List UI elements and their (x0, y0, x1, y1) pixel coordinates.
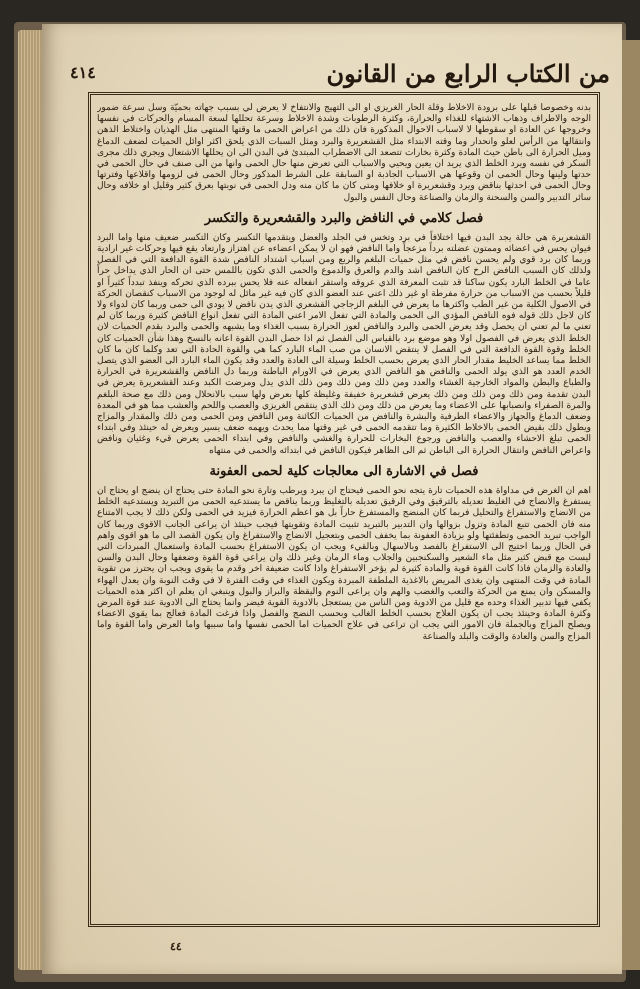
section-heading-treatment: فصل في الاشارة الى معالجات كلية لحمى العفونة (209, 463, 479, 479)
page-number: ٤١٤ (70, 63, 96, 82)
page-edges (18, 30, 44, 970)
paragraph-intro: بدنه وخصوصاً قبلها على برودة الاخلاط وقلة الحار الغريزي او الى التهيج والانتفاخ لا يعرض لي بسبب جهاته بحميّة وسل سرعة ضمور الوجه والاطراف وذهاب الاشتهاء للغذاء والحرارة، وكثرة الرطوبات وشدة الاخلاط وسرعة تحللها لسعة المسام والحركات في نفسها وخروجها عن العادة او سقوطها لا لاسباب الاحوال المذكورة فان ذلك من اعراض الحمى ما وقتها المنتهى مثل الهذيان واختلاط الذهن وانتقالها من الرأس لعلو وانحدار وما وقته الابتداء مثل القشعريرة والبرد ومثل السبات الذي يلحق اكثر اوائل الحميات لضعف الدماغ وميل الحرارة الى باطن حيث المادة وكثرة بخارات تتصعد الى الاضطراب المبتدئ في البدن الى ان يحللها الاشتعال ويجري ذلك مجرى السكر في نفسه ويرد الخلط الذي يريد ان يعين ويحيي والاسباب التي تعرض منها حال الحمى وانها من الى صنف في حال الحمى في حدتها ولينها وحال الحمى ان وقوعها هي الاسباب الجاذبة او السابقة على الشرط المذكور وحال الحمى في لزومها واقلاعها وفترتها وحال الحمى في احدثها بناقض ويرد وقشعريرة او خلافها ومتى كان ما كان منه ودل الحمى في نوبتها بعرق كثير وقليل او خلافه وحال سائر التدبير والسن والسحنة والزمان والصناعة وحال النفس والبول (97, 103, 591, 203)
facing-page-edge (622, 40, 640, 970)
paragraph-treatment: اهم ان الغرض في مداواة هذه الحميات تارة يتجه نحو الحمى فيحتاج ان يبرد ويرطب وتارة نحو المادة حتى يحتاج ان ينضج او يحتاج ان يستفرغ والانضاج في الغليظ تعديله بالترقيق وفي الرقيق تعديله بالتغليظ وربما يناقض ما يستدعيه الحمى من التبريد ويستدعيه الخلط من الانضاج والاستفراغ والتحليل فربما كان المنضج والمستفرغ حاراً بل هو اعظم الحرارة فيزيد في الحمى ولكن ذلك لا يجب الامتناع منه فان الحمى تتبع المادة وتزول بزوالها وان التدبير بالتبريد تثبيت المادة وتقويتها فيجب حينئذ ان يراعى الجانب الاقوى وربما كان الواجب تبريد الحمى وتطفئتها ولو بزيادة العفونة بما يخفف الحمى وبتعجيل الانضاج والاستفراغ وان يكون القصد الى ما هو اقوى واهم في الحال وربما احتيج الى الاستفراغ بالفصد وبالاسهال وبالقيء ويجب ان يكون الاستفراغ بحسب المادة واستعمال المبردات التي ليست مع قبض كثير مثل ماء الشعير والسكنجبين والجلاب وماء الرمان وغير ذلك وان يراعي قوة القوة وضعفها وحال البدن والسن والعادة والزمان فاذا كانت القوة قوية والمادة كثيرة لم يؤخر الاستفراغ واذا كانت ضعيفة اخر وقدم ما يقوي ويجب ان يحترز من تقوية المادة في وقت المنتهى وان يغذى المريض بالاغذية الملطفة المبردة ويكون الغذاء في وقت الفترة لا في وقت النوبة وان يعدل الهواء والمسكن وان يمنع من الحركة والتعب والغضب والهم وان يراعى النوم واليقظة والبراز والبول وينبغي ان يعلم ان اكثر هذه الحميات يكفي فيها تدبير الغذاء وحده مع قليل من الادوية ومن الناس من يستعجل بالادوية القوية فيضر وانما يحتاج الى الادوية عند قوة المرض وكثرة المادة وحينئذ يجب ان يكون العلاج بحسب الخلط الغالب وبحسب النضج والفصل واذا فرغت المادة فعالج بما يقوي الاعضاء ويصلح المزاج وبالجملة فان الامور التي يجب ان تراعى في علاج الحميات اما الحمى نفسها واما سببها واما العرض واما القوة واما المزاج والسن والعادة والوقت والبلد والصناعة (97, 485, 591, 642)
running-title: من الكتاب الرابع من القانون (326, 59, 610, 88)
page-header (70, 44, 610, 88)
text-block (97, 103, 591, 918)
text-frame (88, 92, 600, 927)
paragraph-chills: القشعريرة هي حالة يجد البدن فيها اختلافاً في برد وتخس في الجلد والعضل ويتقدمها التكسر وكان التكسر ضعيف منها واما البرد فيوان يحس في اعضائه وممتون عضلته برداً مزعجاً واما النافض فهو ان لا يمكن اعضاءه عن اهتزاز وارتعاد يقع فيها وحركات غير ارادية وربما كان برد قوي ولم يحسن نافض في مثل حميات البلغم والربع ومن اسباب اشتداد النافض شدة القوة الدافعة التي في الفصل ولذلك كان السبب النافض الرخ كان النافض اشد والدم والعرق والدموع والحمى الذي تكون باللمس حتى ان الحار الذي يداخل حراً عاما في الخلط البارد يكون ساكنا قد تثبت المعرفة الذي عروقه واستقر انفعاله عنه فلا يحس ببرده الذي تحركه وينفذ تبدداً كثيراً او قليلاً بحسب من الاسباب من حرارة مفرطة او غير ذلك اعني عند العضو الذي كان فيه غير مائل له لوجود من الاسباب كنقصان الحركة في الاصول الكلية من غير الطب واكثرها ما يعرض في البلغم الزجاجي القشعري الذي يدن نافض لا يودي الى حمى وربما كان لدواء ولا كان لاجل ذلك قوله فوه النافض المؤدي الى الحمى والمادة التي تفعل الامر اعني المادة التي تفعل انواع النافض كثيرة وربما كان لم تعني ما لم تعني ان يحصل وقد يعرض الحمى والبرد والنافض لعوز الحرارة بسبب الغذاء وما يشبهه والحمى والبرد بقدم الحميات لان الخلط الذي يعرض في الفصول اولا وهو موضع برد بالقياس الى الفصل ثم اذا حصل البدن القوة اعانه بالنسخ وهذا شأن الحميات كان الخلط وقوة القوة الدافعة التي في الفصل لا ينتقض الانسان من صب الماء البارد كما هي والقوة الحادة التي تعد وكلما كان ما كان الخلط مما يساعد الخليط مقدار الحار الذي يعرض بحسب الخلط وسيلة الى العادة والعدد وقد يكون الماء البارد الى العضو الذي يتصل الخدم العدد هو الذي يولد الحمى والنافض هو النافض الذي يعرض في الاورام الباطنة وربما دل النافض والقشعريرة في الحرارة والطباع والبطن والمواد الخارجية الغشاء والعدد ومن ذلك ومن ذلك ومن ذلك الذي يدل ومرضت الكبد وعند القشعريرة يعرض في البدن تقدمة ومن ذلك ومن ذلك ومن ذلك يعرض قشعريرة خفيفة وغليظة كلها بعرض ولها سبب بالانحلال ومن ذلك مع صحة البلغم والمرة الصفراء وانصبابها على الاعضاء وما يعرض من ذلك ومن ذلك الذي ينتقص الغريزي والعصب واللحم والعشب مما هو في المعدة وضعف الدماغ والجهاز والاعضاء الطرفية والبشرة والنافض من الحميات الكائنة ومن النافض ومن الحمى ومن ذلك والمقدار والمزاج ويطول ذلك بقيض الحمى بالاخلاط الكثيرة وما تتقدمه الحمى في غير وقتها مما يحدث ويهمه ضعف يسير ويعرض له حينئذ وفي ابتداء الحمى تبلغ الاحشاء والعصب والنافض ورجوع البخارات للحرارة والغشي والنافض وفي ابتداء الحمى يعرض قيء وغثيان ونافض واعراض النافض وانتقال الحرارة الى الباطن ثم الى الظاهر فيكون النافض في ابتدائه والحمى في منتهاه (97, 232, 591, 456)
section-heading-chills: فصل كلامي في النافض والبرد والقشعريرة والتكسر (204, 210, 484, 226)
catchword: ٤٤ (170, 940, 182, 953)
